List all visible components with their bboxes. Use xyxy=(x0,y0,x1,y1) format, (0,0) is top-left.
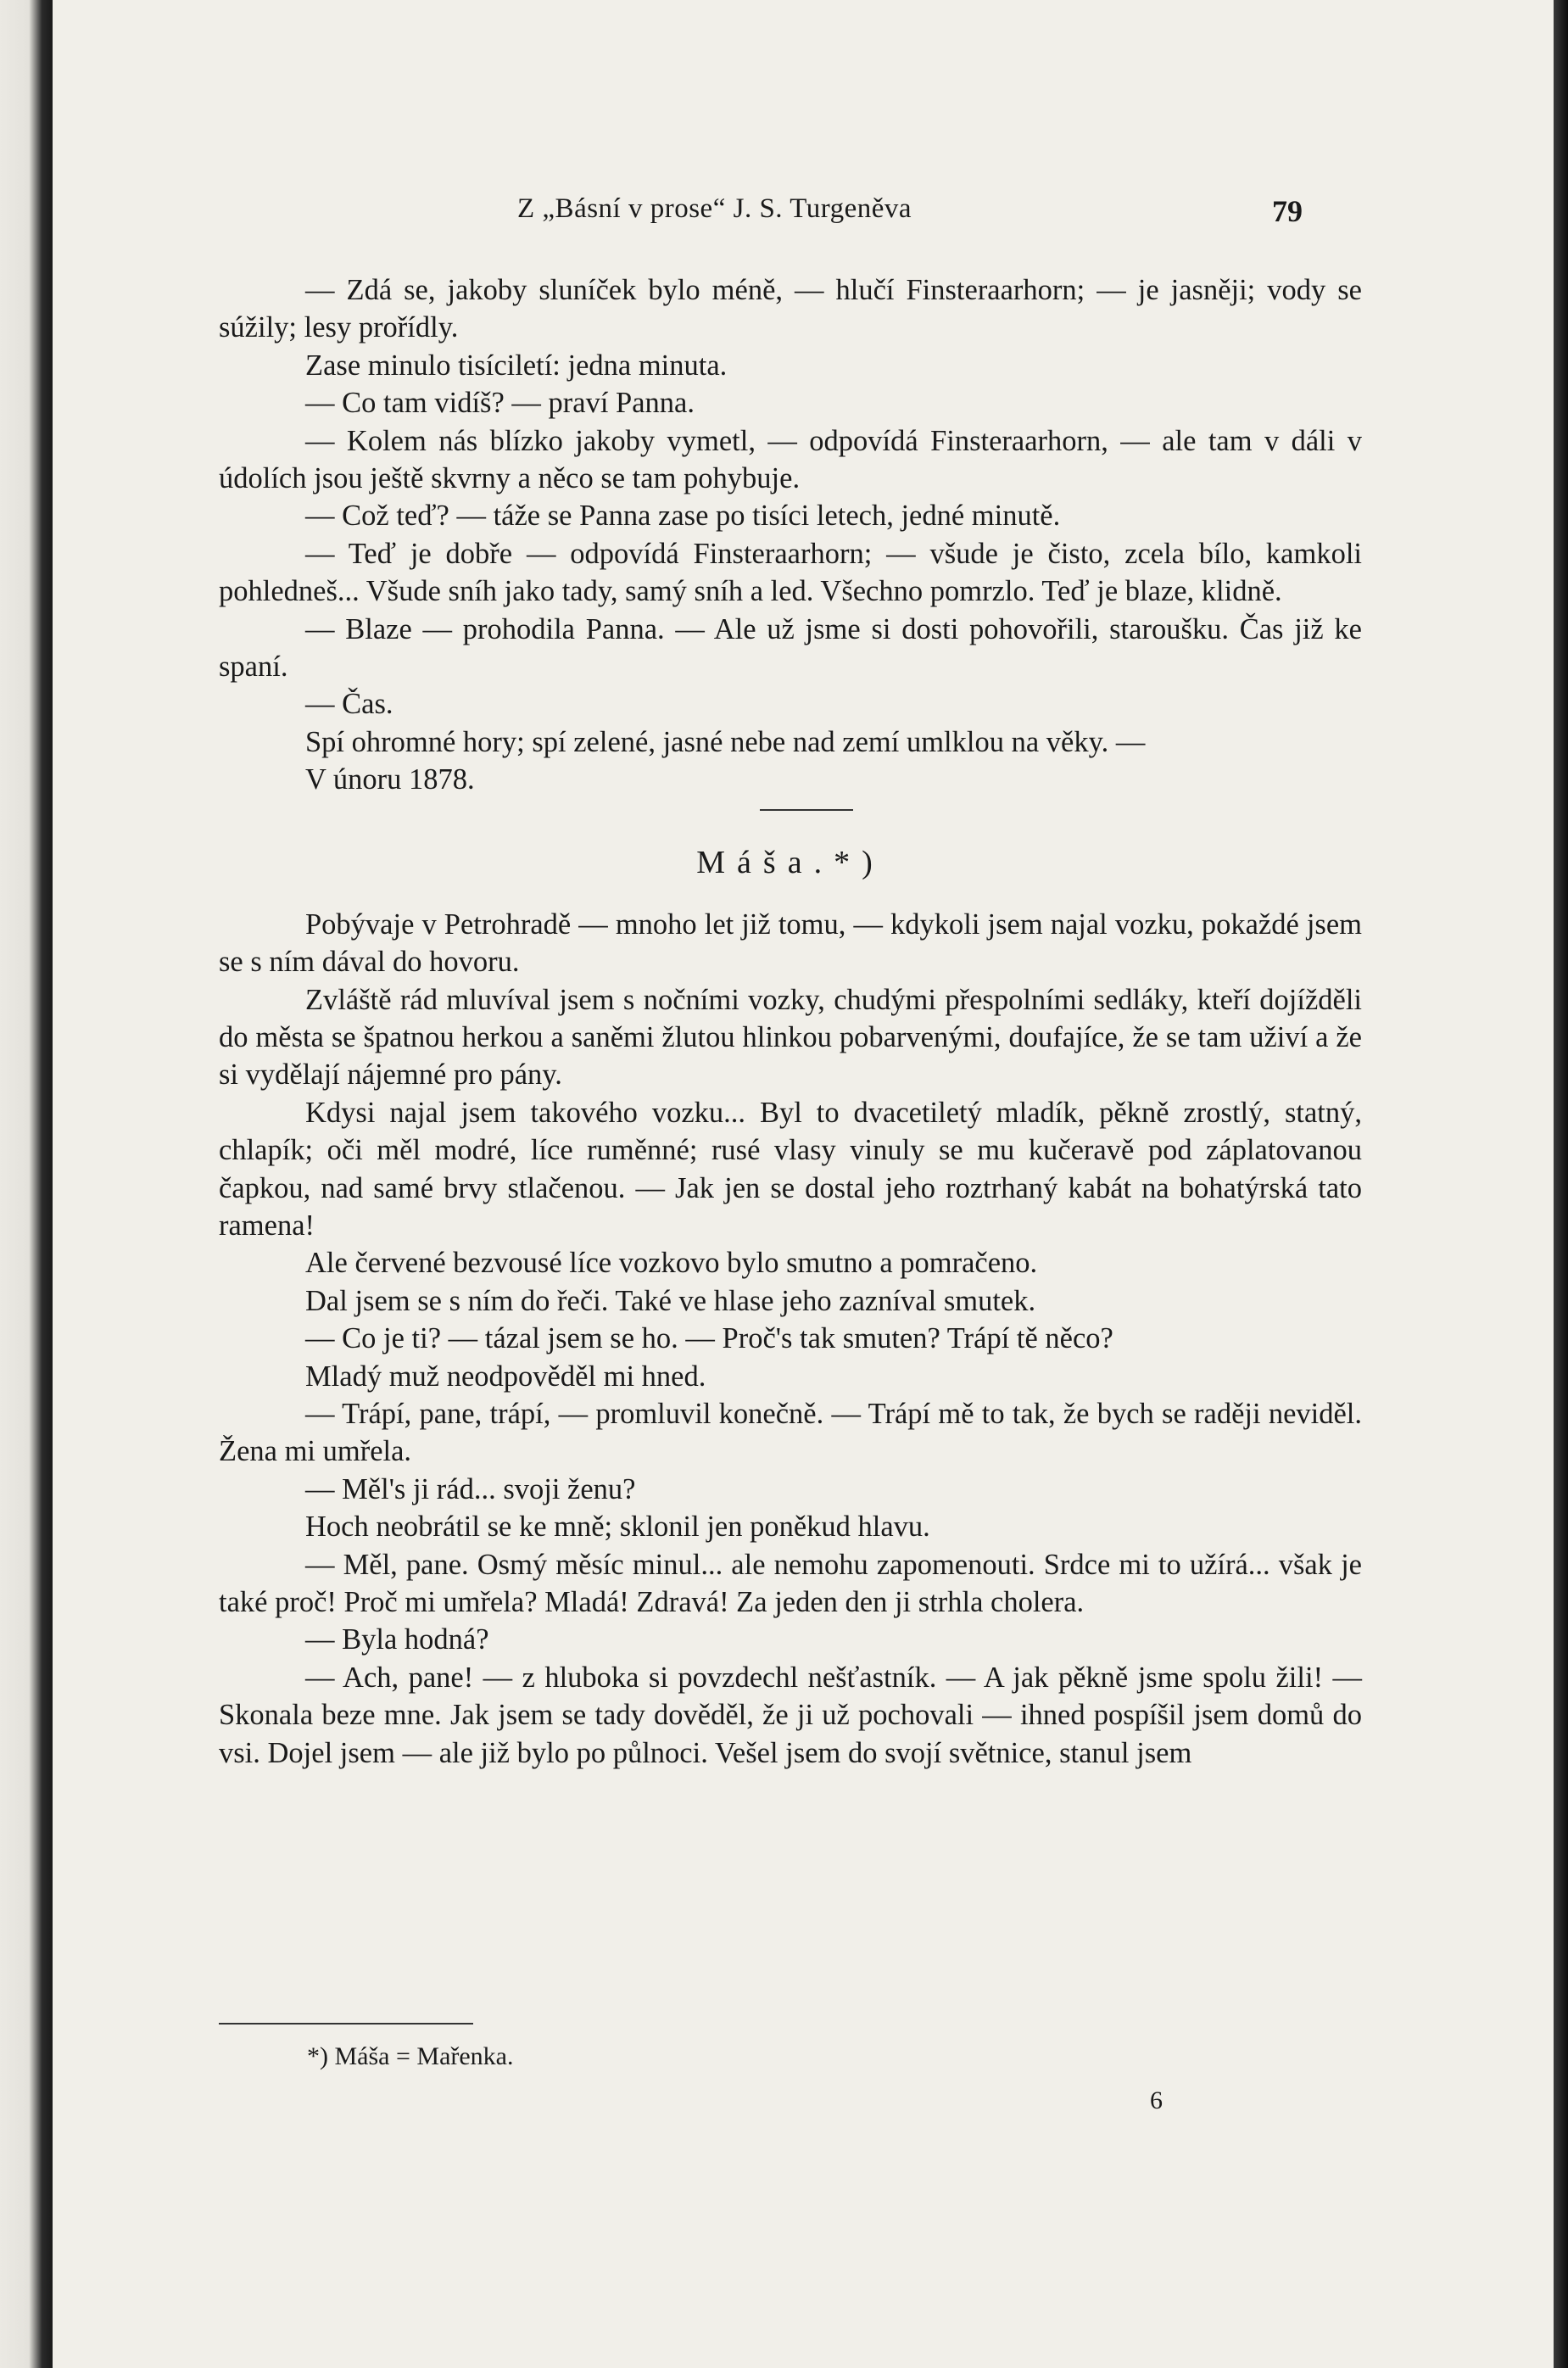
running-title: Z „Básní v prose“ J. S. Turgeněva xyxy=(517,193,912,224)
paragraph: — Kolem nás blízko jakoby vymetl, — odpovídá Finsteraarhorn, — ale tam v dáli v údolích jsou ještě skvrny a něco se tam pohybuje. xyxy=(219,424,1362,495)
body-text xyxy=(219,271,1362,1772)
book-page xyxy=(53,0,1554,2368)
page-number: 79 xyxy=(1272,194,1303,228)
footnote-rule xyxy=(219,2023,473,2025)
paragraph: Pobývaje v Petrohradě — mnoho let již tomu, — kdykoli jsem najal vozku, pokaždé jsem se s ním dával do hovoru. xyxy=(219,908,1362,979)
paragraph: — Měl, pane. Osmý měsíc minul... ale nemohu zapomenouti. Srdce mi to užírá... však je také proč! Proč mi umřela? Mladá! Zdravá! Za jeden den ji strhla cholera. xyxy=(219,1548,1362,1618)
paragraph: Spí ohromné hory; spí zelené, jasné nebe nad zemí umlklou na věky. — xyxy=(305,725,1146,758)
paragraph: — Čas. xyxy=(305,688,393,721)
paragraph: — Teď je dobře — odpovídá Finsteraarhorn; — všude je čisto, zcela bílo, kamkoli pohledneš... Všude sníh jako tady, samý sníh a led. Všechno pomrzlo. Teď je blaze, klidně. xyxy=(219,537,1362,608)
paragraph: — Zdá se, jakoby sluníček bylo méně, — hlučí Finsteraarhorn; — je jasněji; vody se súžily; lesy prořídly. xyxy=(219,274,1362,344)
signature-mark: 6 xyxy=(1150,2086,1163,2114)
paragraph: — Trápí, pane, trápí, — promluvil konečně. — Trápí mě to tak, že bych se raději neviděl. Žena mi umřela. xyxy=(219,1397,1362,1468)
paragraph: Ale červené bezvousé líce vozkovo bylo smutno a pomračeno. xyxy=(305,1247,1038,1280)
paragraph: — Což teď? — táže se Panna zase po tisíci letech, jedné minutě. xyxy=(305,500,1061,533)
dateline: V únoru 1878. xyxy=(305,763,475,796)
paragraph: — Ach, pane! — z hluboka si povzdechl nešťastník. — A jak pěkně jsme spolu žili! — Skonala beze mne. Jak jsem se tady dověděl, že ji už pochovali — ihned pospíšil jsem domů do vsi. Dojel jsem — ale již bylo po půlnoci. Vešel jsem do svojí světnice, stanul jsem xyxy=(219,1661,1362,1769)
paragraph: — Blaze — prohodila Panna. — Ale už jsme si dosti pohovořili, staroušku. Čas již ke spaní. xyxy=(219,612,1362,684)
paragraph: Mladý muž neodpověděl mi hned. xyxy=(305,1360,706,1393)
paragraph: Zvláště rád mluvíval jsem s nočními vozky, chudými přespolními sedláky, kteří dojížděli do města se špatnou herkou a saněmi žlutou hlinkou pobarvenými, doufajíce, že se tam uživí a že si vydělají nájemné pro pány. xyxy=(219,983,1362,1092)
paragraph: — Co tam vidíš? — praví Panna. xyxy=(305,387,695,420)
section-divider xyxy=(760,809,853,811)
page-right-edge xyxy=(1554,0,1568,2368)
paragraph: Hoch neobrátil se ke mně; sklonil jen poněkud hlavu. xyxy=(305,1511,930,1544)
paragraph: Kdysi najal jsem takového vozku... Byl to dvacetiletý mladík, pěkně zrostlý, statný, chlapík; oči měl modré, líce ruměnné; rusé vlasy vinuly se mu kučeravě pod záplatovanou čapkou, nad samé brvy stlačenou. — Jak jen se dostal jeho roztrhaný kabát na bohatýrská tato ramena! xyxy=(219,1096,1362,1242)
paragraph: Zase minulo tisíciletí: jedna minuta. xyxy=(305,349,728,382)
paragraph: — Byla hodná? xyxy=(305,1623,489,1656)
section-title: Máša.*) xyxy=(696,844,884,880)
page-gutter-shadow xyxy=(0,0,53,2368)
paragraph: Dal jsem se s ním do řeči. Také ve hlase jeho zazníval smutek. xyxy=(305,1284,1036,1317)
footnote: *) Máša = Mařenka. xyxy=(307,2042,514,2070)
paragraph: — Co je ti? — tázal jsem se ho. — Proč's tak smuten? Trápí tě něco? xyxy=(305,1322,1113,1355)
paragraph: — Měl's ji rád... svoji ženu? xyxy=(305,1472,636,1505)
page-header xyxy=(53,193,1554,237)
